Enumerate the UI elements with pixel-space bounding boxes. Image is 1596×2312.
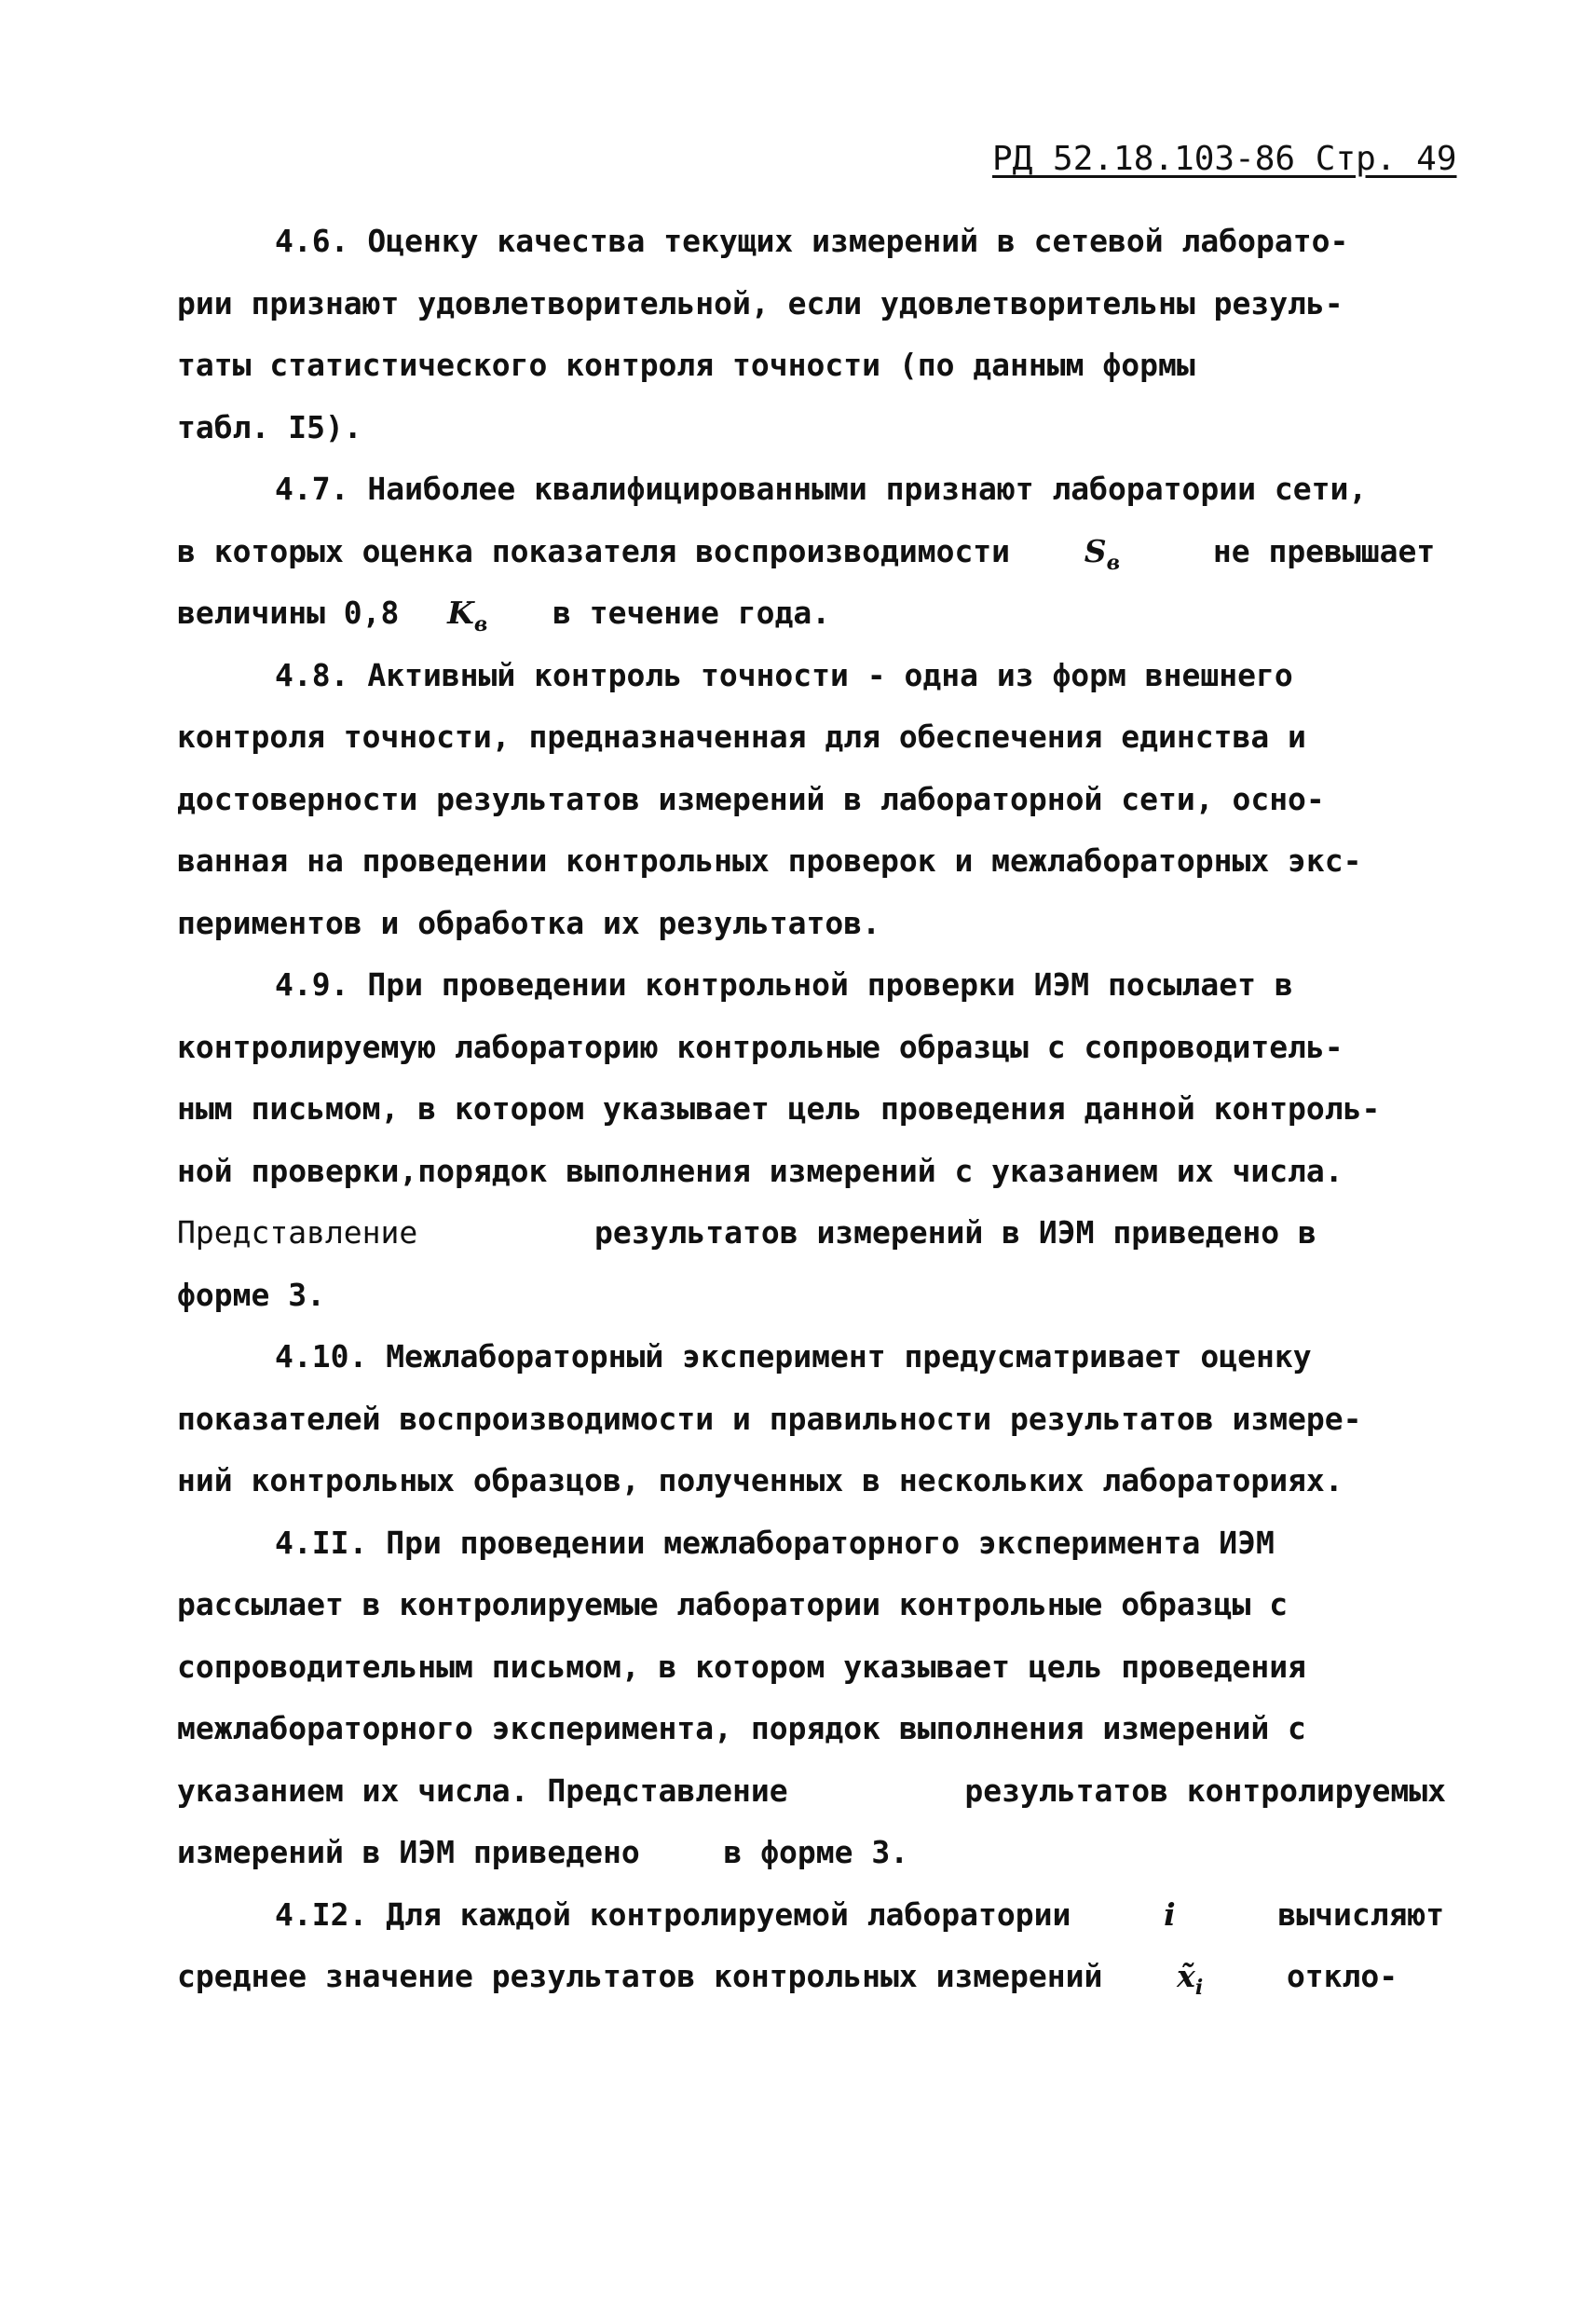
text-line [177, 1265, 1463, 1327]
line-text: ванная на проведении контрольных проверок и межлабораторных экс- [177, 842, 1362, 879]
text-line [177, 335, 1463, 397]
line-text: табл. I5). [177, 408, 362, 445]
text-line [177, 769, 1463, 831]
line-text: периментов и обработка их результатов. [177, 904, 880, 941]
line-text: таты статистического контроля точности (по данным формы [177, 347, 1195, 383]
text-line [177, 582, 1463, 645]
text-line [177, 458, 1463, 521]
line-text: достоверности результатов измерений в лабораторной сети, осно- [177, 780, 1325, 817]
text-line [177, 1760, 1463, 1823]
text-line [177, 1822, 1463, 1884]
line-text: в которых оценка показателя воспроизводимости [177, 532, 1011, 569]
text-line [177, 1574, 1463, 1636]
text-line [177, 645, 1463, 707]
line-text: межлабораторного эксперимента, порядок выполнения измерений с [177, 1710, 1306, 1746]
document-body [177, 211, 1463, 2008]
text-line [177, 954, 1463, 1017]
text-line [177, 1884, 1463, 1947]
line-text: 4.9. При проведении контрольной проверки ИЭМ посылает в [275, 966, 1293, 1003]
line-text: показателей воспроизводимости и правильности результатов измере- [177, 1400, 1362, 1437]
text-line [177, 211, 1463, 273]
text-line [177, 1946, 1463, 2008]
symbol-s-b: $S_в$ [1084, 532, 1121, 575]
text-line [177, 521, 1463, 583]
line-text: форме 3. [177, 1276, 325, 1313]
line-text: величины 0,8 [177, 595, 400, 631]
symbol-k-b: $K_в$ [447, 595, 488, 636]
line-text: Представление [177, 1214, 418, 1251]
text-line [177, 706, 1463, 769]
text-line [177, 1698, 1463, 1760]
text-line [177, 1017, 1463, 1079]
symbol-x-i: $x̃_i$ [1177, 1958, 1204, 2000]
text-line [177, 1389, 1463, 1451]
line-text: указанием их числа. Представление [177, 1772, 788, 1809]
line-text: рии признают удовлетворительной, если удовлетворительны резуль- [177, 284, 1344, 321]
line-text: 4.6. Оценку качества текущих измерений в сетевой лаборато- [275, 223, 1349, 259]
line-text: ной проверки,порядок выполнения измерений с указанием их числа. [177, 1152, 1344, 1189]
line-text: результатов контролируемых [964, 1772, 1446, 1809]
line-text: среднее значение результатов контрольных измерений [177, 1958, 1103, 1994]
line-text: сопроводительным письмом, в котором указывает цель проведения [177, 1648, 1306, 1685]
text-line [177, 1326, 1463, 1389]
line-text: контроля точности, предназначенная для обеспечения единства и [177, 718, 1306, 755]
line-text: 4.8. Активный контроль точности - одна из форм внешнего [275, 656, 1293, 693]
text-line [177, 1450, 1463, 1512]
line-text: ным письмом, в котором указывает цель проведения данной контроль- [177, 1090, 1381, 1127]
text-line [177, 397, 1463, 459]
text-line [177, 1141, 1463, 1203]
text-line [177, 1512, 1463, 1575]
line-text: измерений в ИЭМ приведено [177, 1834, 640, 1870]
line-text: контролируемую лабораторию контрольные образцы с сопроводитель- [177, 1028, 1344, 1065]
line-text: результатов измерений в ИЭМ приведено в [594, 1214, 1316, 1251]
text-line [177, 1636, 1463, 1699]
line-text: 4.10. Межлабораторный эксперимент предусматривает оценку [275, 1338, 1312, 1375]
line-text: откло- [1286, 1958, 1398, 1994]
line-text: в форме 3. [723, 1834, 909, 1870]
text-line [177, 830, 1463, 893]
page-header: РД 52.18.103-86 Стр. 49 [992, 140, 1457, 178]
symbol-i: i [1164, 1895, 1176, 1933]
text-line [177, 1078, 1463, 1141]
line-text: рассылает в контролируемые лаборатории контрольные образцы с [177, 1586, 1289, 1622]
text-line [177, 273, 1463, 335]
line-text: 4.7. Наиболее квалифицированными признают лаборатории сети, [275, 471, 1368, 507]
text-line [177, 893, 1463, 955]
line-text: вычисляют [1277, 1895, 1445, 1933]
line-text: в течение года. [552, 595, 831, 631]
line-text: 4.II. При проведении межлабораторного эксперимента ИЭМ [275, 1524, 1275, 1561]
line-text: 4.I2. Для каждой контролируемой лаборатории [275, 1895, 1071, 1933]
line-text: ний контрольных образцов, полученных в нескольких лабораториях. [177, 1462, 1344, 1498]
line-text: не превышает [1212, 532, 1436, 569]
text-line [177, 1202, 1463, 1265]
